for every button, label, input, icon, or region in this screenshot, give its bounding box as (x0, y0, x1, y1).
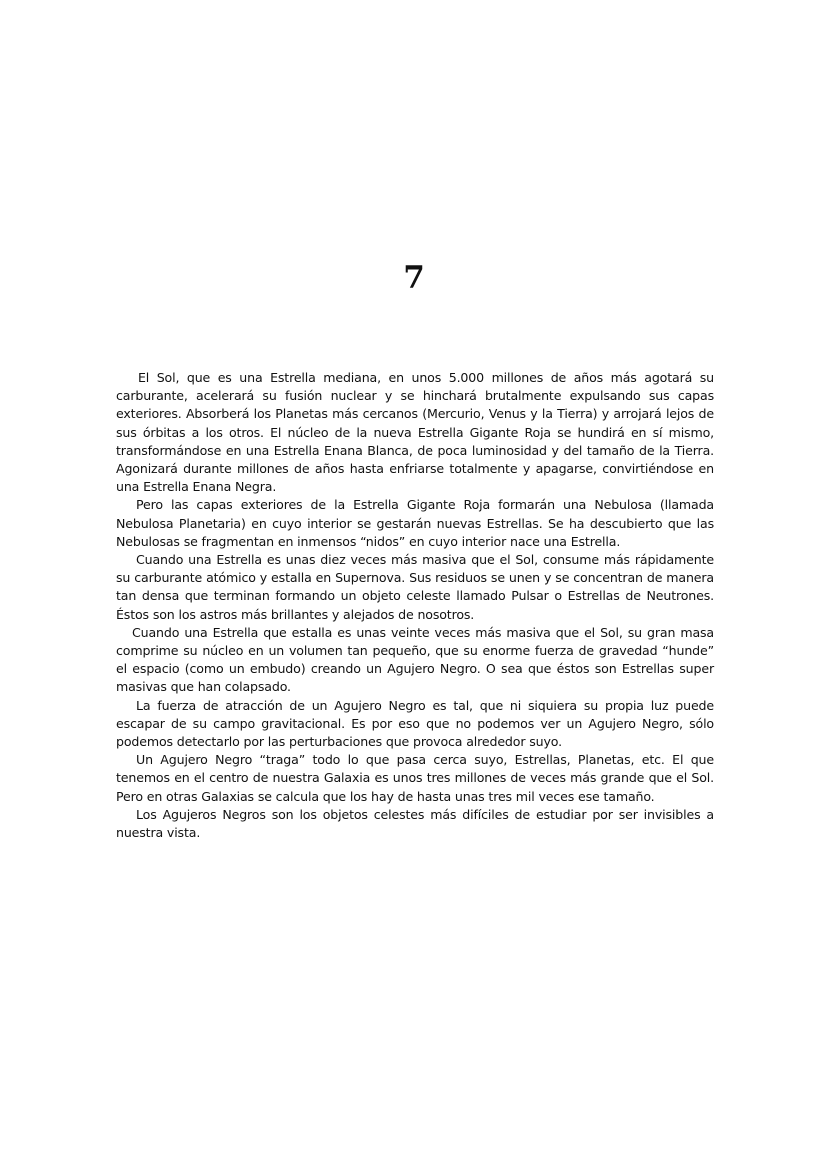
paragraph-black-hole-formation: Cuando una Estrella que estalla es unas veinte veces más masiva que el Sol, su gran masa comprime su núcleo en un volumen tan pequeño, que su enorme fuerza de gravedad “hunde” el espacio (como un embudo) creando un Agujero Negro. O sea que éstos son Estrellas super masivas que han colapsado. (116, 624, 714, 695)
paragraph-black-hole-gravity: La fuerza de atracción de un Agujero Negro es tal, que ni siquiera su propia luz puede escapar de su campo gravitacional. Es por eso que no podemos ver un Agujero Negro, sólo podemos detectarlo por las perturbaciones que provoca alrededor suyo. (116, 697, 714, 750)
paragraph-black-hole-size: Un Agujero Negro “traga” todo lo que pasa cerca suyo, Estrellas, Planetas, etc. El que tenemos en el centro de nuestra Galaxia es unos tres millones de veces más grande que el Sol. Pero en otras Galaxias se calcula que los hay de hasta unas tres mil veces ese tamaño. (116, 752, 714, 804)
paragraph-sun-fate: El Sol, que es una Estrella mediana, en unos 5.000 millones de años más agotará su carburante, acelerará su fusión nuclear y se hinchará brutalmente expulsando sus capas exteriores. Absorberá los Planetas más cercanos (Mercurio, Venus y la Tierra) y arrojará lejos de sus órbitas a los otros. El núcleo de la nueva Estrella Gigante Roja se hundirá en sí mismo, transformándose en una Estrella Enana Blanca, de poca luminosidad y del tamaño de la Tierra. Agonizará durante millones de años hasta enfriarse totalmente y apagarse, convirtiéndose en una Estrella Enana Negra. (116, 370, 714, 495)
paragraph-black-hole-study: Los Agujeros Negros son los objetos celestes más difíciles de estudiar por ser invisibles a nuestra vista. (116, 806, 714, 841)
paragraph-planetary-nebula: Pero las capas exteriores de la Estrella Gigante Roja formarán una Nebulosa (llamada Nebulosa Planetaria) en cuyo interior se gestarán nuevas Estrellas. Se ha descubierto que las Nebulosas se fragmentan en inmensos “nidos” en cuyo interior nace una Estrella. (116, 497, 714, 549)
chapter-number: 7 (403, 260, 425, 296)
paragraph-supernova-pulsar: Cuando una Estrella es unas diez veces más masiva que el Sol, consume más rápidamente su carburante atómico y estalla en Supernova. Sus residuos se unen y se concentran de manera tan densa que terminan formando un objeto celeste llamado Pulsar o Estrellas de Neutrones. Éstos son los astros más brillantes y alejados de nosotros. (116, 552, 714, 622)
chapter-body (116, 369, 714, 842)
